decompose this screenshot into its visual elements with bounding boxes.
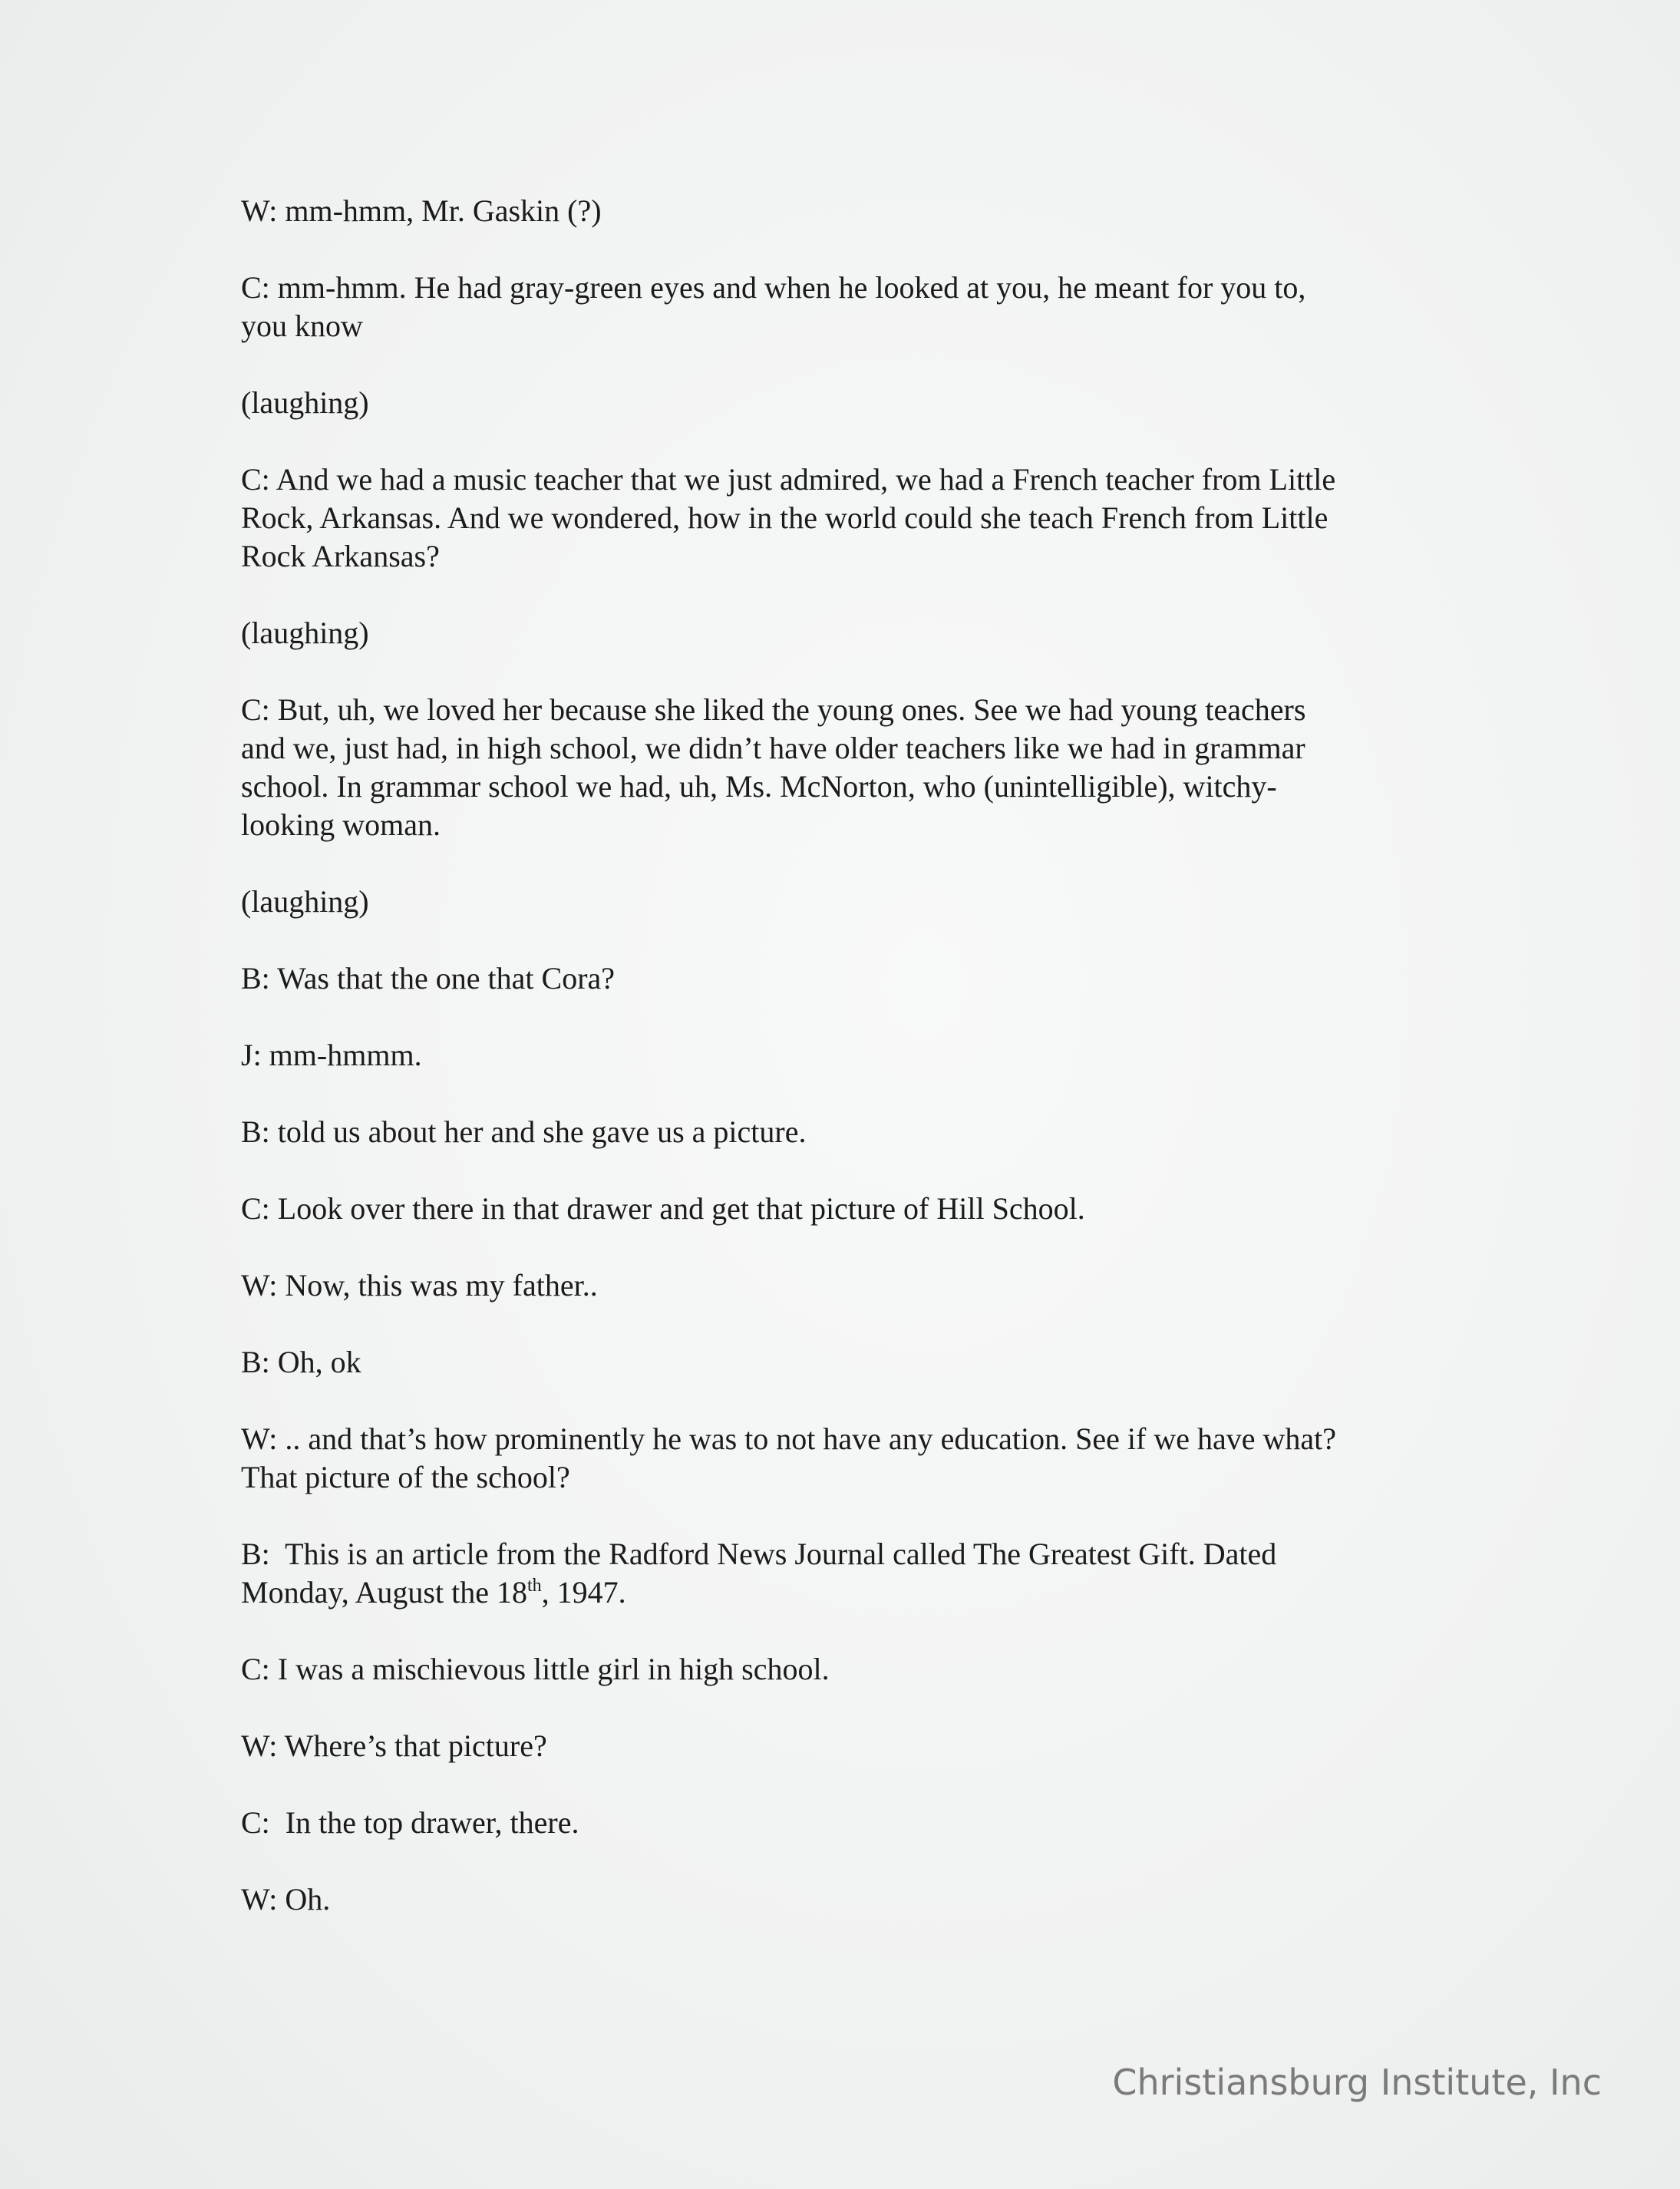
transcript-line: (laughing): [241, 616, 369, 650]
transcript-line: B: told us about her and she gave us a picture.: [241, 1114, 807, 1149]
transcript-line: C: mm-hmm. He had gray-green eyes and when he looked at you, he meant for you to, you know: [241, 270, 1306, 343]
transcript-line: C: Look over there in that drawer and get that picture of Hill School.: [241, 1191, 1085, 1226]
ordinal-suffix: th: [526, 1576, 542, 1596]
transcript-line: B: Oh, ok: [241, 1345, 361, 1379]
transcript-line: (laughing): [241, 385, 369, 420]
transcript-line-text: B: This is an article from the Radford News Journal called The Greatest Gift. Dated Monday, August the 18: [241, 1537, 1277, 1610]
transcript-line: W: Where’s that picture?: [241, 1728, 547, 1763]
transcript-line: J: mm-hmmm.: [241, 1038, 422, 1072]
transcript-line: (laughing): [241, 884, 369, 919]
transcript-line: W: .. and that’s how prominently he was to not have any education. See if we have what? That picture of the school?: [241, 1421, 1336, 1494]
transcript-line: C: And we had a music teacher that we just admired, we had a French teacher from Little Rock, Arkansas. And we wondered, how in the world could she teach French from Little Rock Arkansas?: [241, 462, 1336, 573]
watermark: Christiansburg Institute, Inc: [1112, 2062, 1602, 2103]
transcript-line: C: I was a mischievous little girl in high school.: [241, 1652, 830, 1686]
transcript-line-text: , 1947.: [541, 1575, 626, 1610]
transcript-line: W: mm-hmm, Mr. Gaskin (?): [241, 193, 602, 228]
transcript-line: B: Was that the one that Cora?: [241, 961, 616, 995]
transcript-line: W: Oh.: [241, 1882, 331, 1917]
transcript: [241, 192, 1438, 1957]
transcript-line: C: But, uh, we loved her because she liked the young ones. See we had young teachers and we, just had, in high school, we didn’t have older teachers like we had in grammar school. In grammar school we had, uh, Ms. McNorton, who (unintelligible), witchy- looking woman.: [241, 692, 1306, 842]
transcript-line: C: In the top drawer, there.: [241, 1805, 579, 1840]
transcript-line: [241, 1535, 1438, 1612]
transcript-line: W: Now, this was my father..: [241, 1268, 598, 1303]
